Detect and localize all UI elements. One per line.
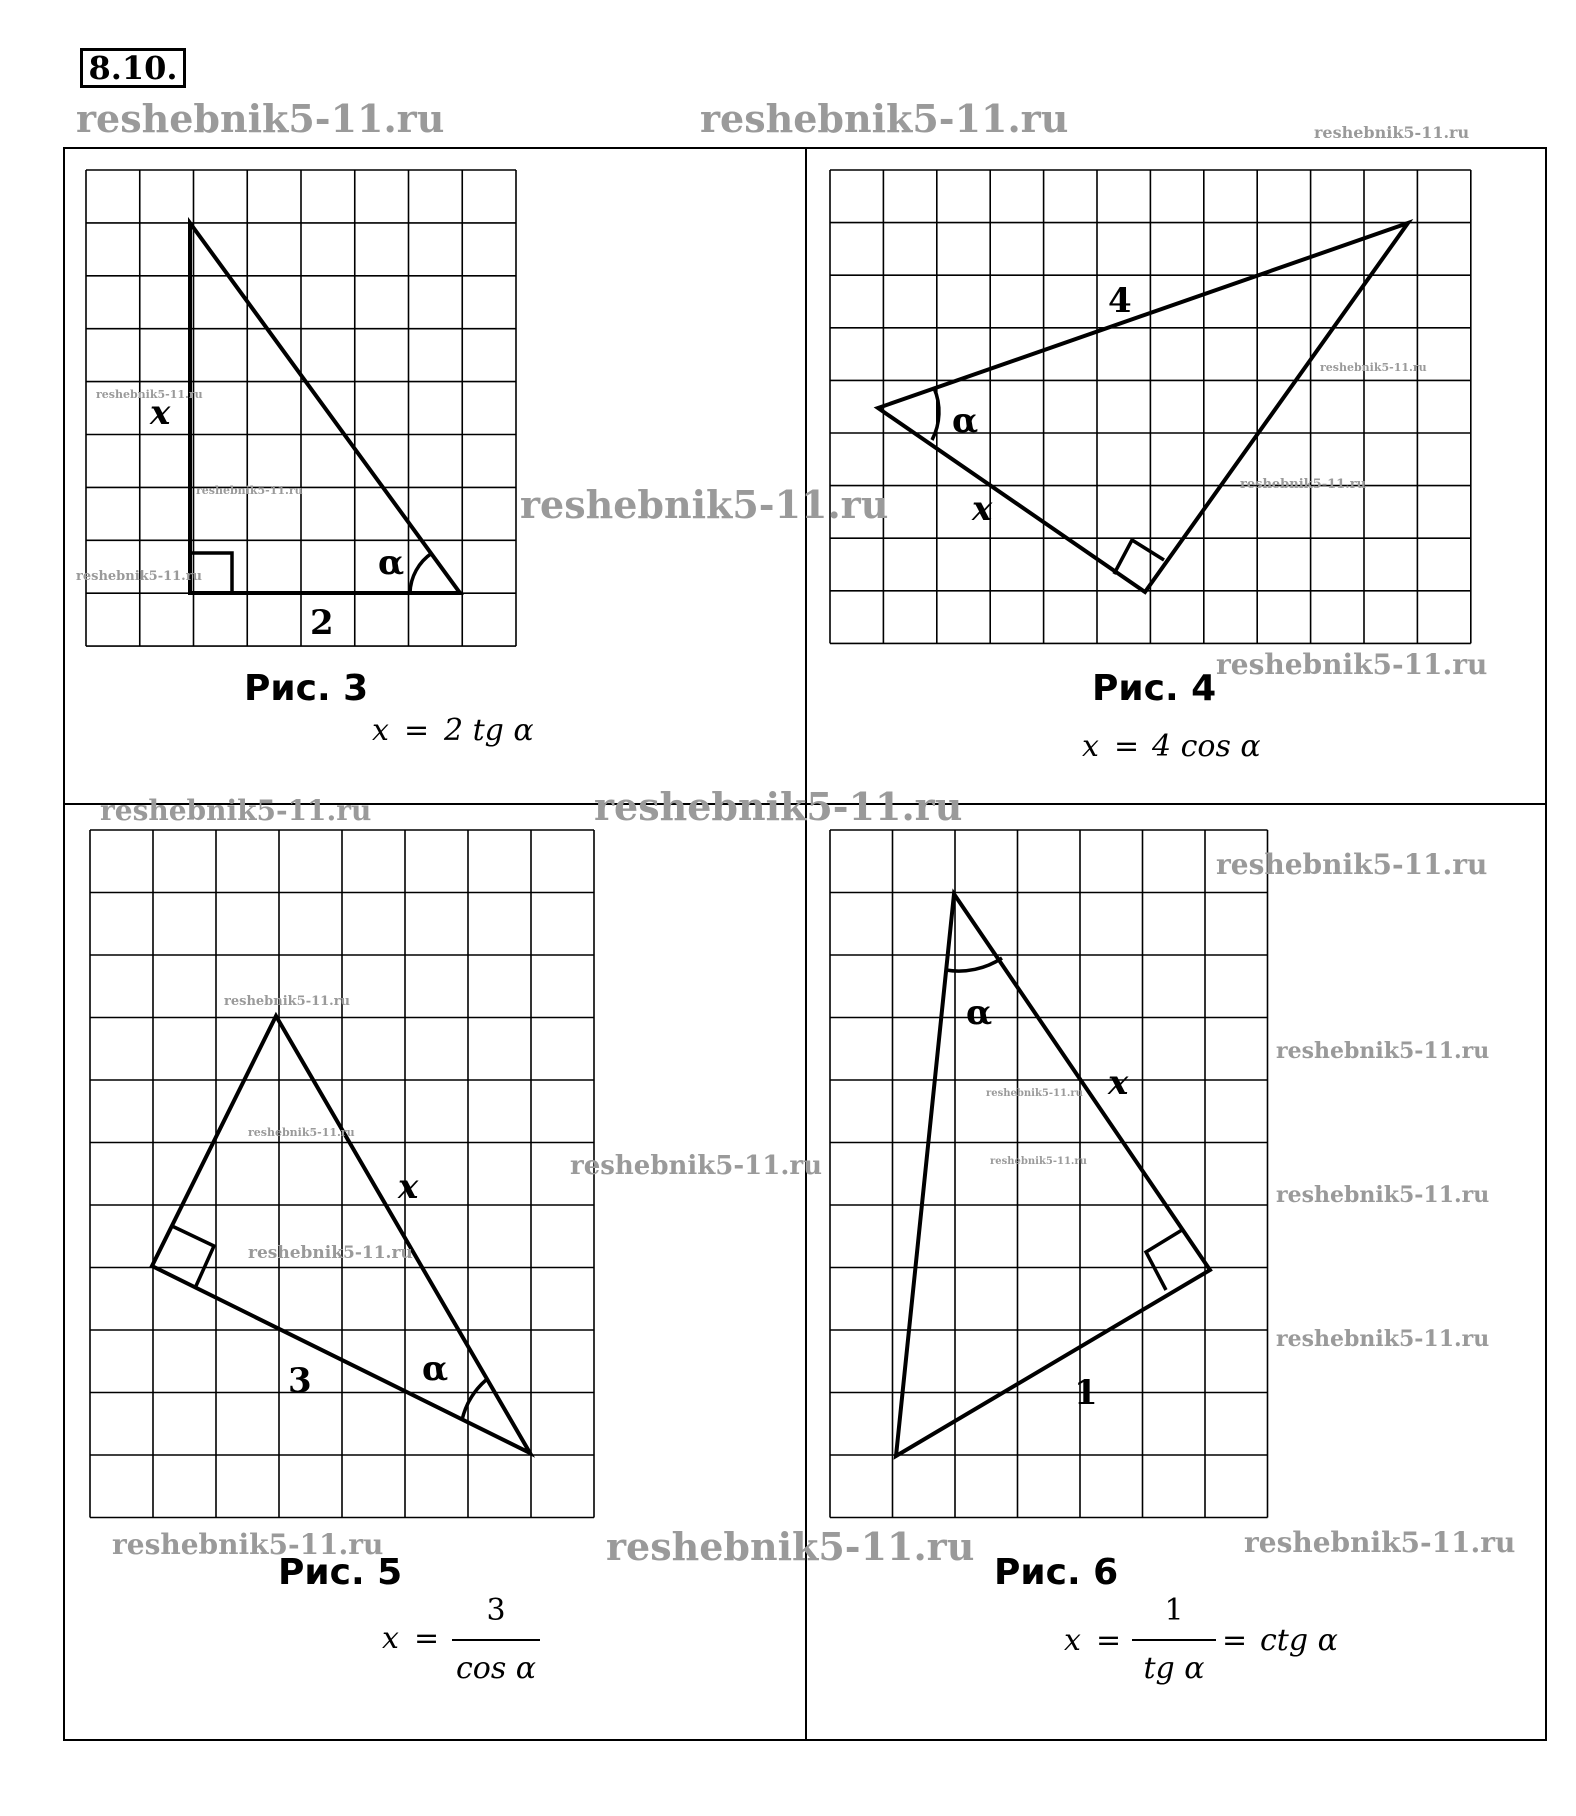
watermark: reshebnik5-11.ru [76, 96, 445, 141]
right-angle-mark-fig4 [1114, 540, 1164, 574]
watermark: reshebnik5-11.ru [570, 1151, 823, 1181]
caption-fig5: Рис. 5 [278, 1552, 403, 1593]
formula-eq: = [1096, 1623, 1122, 1658]
caption-fig3: Рис. 3 [244, 668, 369, 709]
angle-arc-fig3 [410, 553, 432, 593]
watermark: reshebnik5-11.ru [76, 569, 203, 584]
formula-rhs: 4 cos α [1152, 729, 1261, 764]
watermark: reshebnik5-11.ru [1314, 123, 1470, 142]
problem-number: 8.10. [80, 48, 186, 88]
formula-fig3 [372, 713, 534, 748]
grid-fig5 [90, 830, 594, 1518]
label-4-fig4: 4 [1108, 281, 1132, 321]
label-alpha-fig6: α [966, 993, 993, 1033]
triangle-fig3 [190, 223, 460, 593]
watermark: reshebnik5-11.ru [224, 994, 351, 1009]
label-alpha-fig3: α [378, 543, 405, 583]
formula-denominator: cos α [455, 1651, 537, 1686]
watermark: reshebnik5-11.ru [100, 794, 372, 827]
formula-numerator: 3 [486, 1593, 506, 1628]
formula-rhs2: ctg α [1260, 1623, 1338, 1658]
triangle-fig5 [152, 1016, 530, 1453]
label-alpha-fig4: α [952, 401, 979, 441]
watermark: reshebnik5-11.ru [1240, 477, 1367, 492]
watermark: reshebnik5-11.ru [986, 1088, 1083, 1099]
label-x-fig5: x [398, 1167, 419, 1207]
formula-lhs: x [372, 713, 389, 748]
grid-fig6 [830, 830, 1268, 1518]
formula-lhs: x [382, 1621, 399, 1656]
label-2-fig3: 2 [310, 603, 334, 643]
angle-arc-fig5 [462, 1380, 486, 1420]
watermark: reshebnik5-11.ru [112, 1528, 384, 1561]
formula-denominator: tg α [1143, 1651, 1205, 1686]
triangle-fig6 [896, 894, 1210, 1456]
grid-fig4 [830, 170, 1471, 643]
caption-fig4: Рис. 4 [1092, 668, 1217, 709]
formula-eq: = [414, 1621, 440, 1656]
formula-lhs: x [1082, 729, 1099, 764]
watermark: reshebnik5-11.ru [1244, 1526, 1516, 1559]
watermark: reshebnik5-11.ru [196, 484, 303, 497]
caption-fig6: Рис. 6 [994, 1552, 1119, 1593]
formula-eq: = [1114, 729, 1140, 764]
formula-rhs: 2 tg α [444, 713, 534, 748]
formula-fig6 [1064, 1593, 1338, 1686]
watermark: reshebnik5-11.ru [1216, 848, 1488, 881]
formula-lhs: x [1064, 1623, 1081, 1658]
panel-frame [64, 148, 1546, 1740]
watermark: reshebnik5-11.ru [1320, 361, 1427, 374]
watermark: reshebnik5-11.ru [1276, 1326, 1490, 1352]
watermark: reshebnik5-11.ru [1276, 1182, 1490, 1208]
watermark: reshebnik5-11.ru [990, 1156, 1087, 1167]
watermark: reshebnik5-11.ru [520, 482, 889, 527]
right-angle-mark-fig6 [1146, 1230, 1182, 1290]
watermark: reshebnik5-11.ru [1216, 648, 1488, 681]
watermarks [76, 96, 1515, 1569]
formula-fig5 [382, 1593, 540, 1686]
formula-eq: = [404, 713, 430, 748]
formula-numerator: 1 [1164, 1593, 1184, 1628]
label-x-fig6: x [1108, 1063, 1129, 1103]
label-1-fig6: 1 [1074, 1373, 1098, 1413]
watermark: reshebnik5-11.ru [248, 1126, 355, 1139]
label-x-fig3: x [150, 393, 171, 433]
watermark: reshebnik5-11.ru [594, 784, 963, 829]
formula-eq2: = [1222, 1623, 1248, 1658]
watermark: reshebnik5-11.ru [606, 1524, 975, 1569]
label-alpha-fig5: α [422, 1349, 449, 1389]
formula-fig4 [1082, 729, 1261, 764]
label-3-fig5: 3 [288, 1361, 312, 1401]
figure-4 [878, 223, 1408, 764]
watermark: reshebnik5-11.ru [248, 1243, 413, 1263]
figure-5 [152, 1016, 540, 1686]
watermark: reshebnik5-11.ru [1276, 1038, 1490, 1064]
watermark: reshebnik5-11.ru [96, 388, 203, 401]
watermark: reshebnik5-11.ru [700, 96, 1069, 141]
label-x-fig4: x [972, 489, 993, 529]
